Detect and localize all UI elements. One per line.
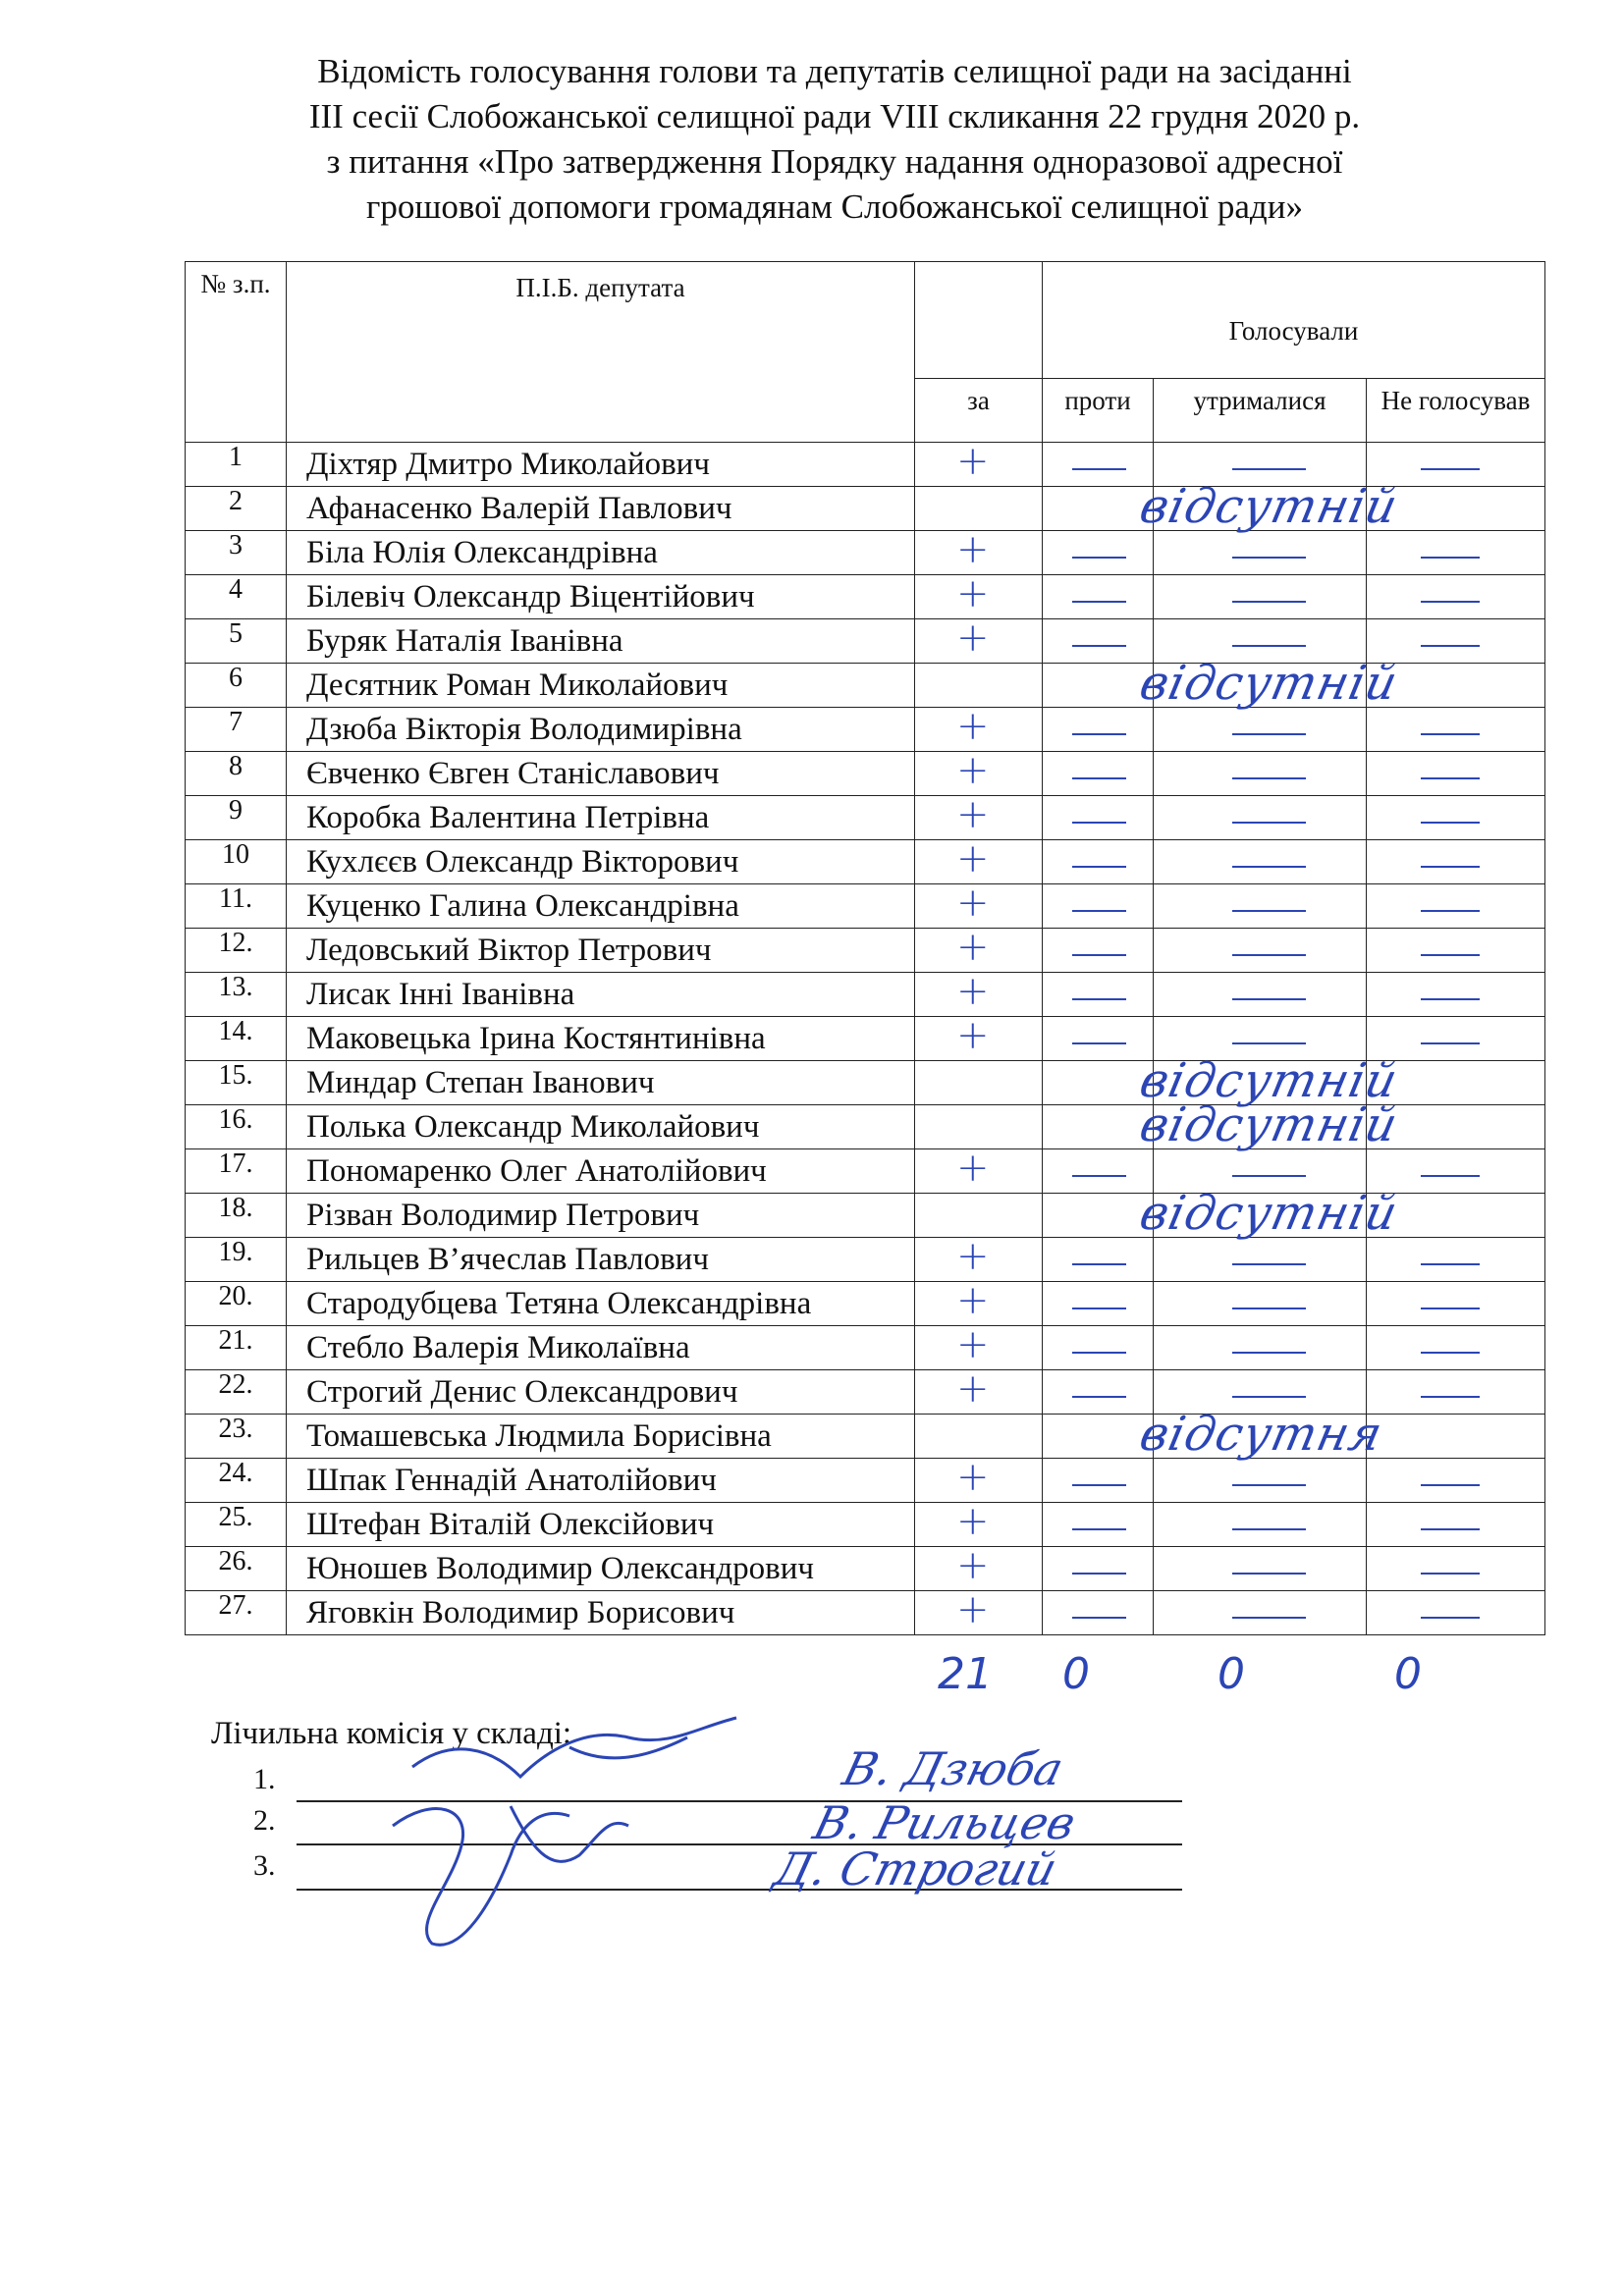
vote-mark: +	[956, 1455, 990, 1500]
dash-mark	[1421, 1396, 1480, 1398]
vote-for-cell	[915, 1013, 1043, 1061]
vote-against-cell	[1043, 752, 1154, 796]
vote-not-voted-cell	[1367, 1194, 1545, 1238]
dash-mark	[1232, 1528, 1306, 1530]
row-number: 12.	[186, 929, 287, 973]
dash-mark	[1421, 645, 1480, 647]
deputy-name: Строгий Денис Олександрович	[287, 1370, 915, 1415]
row-number: 8	[186, 752, 287, 796]
vote-against-cell	[1043, 708, 1154, 752]
vote-for-cell	[915, 925, 1043, 973]
dash-mark	[1421, 998, 1480, 1000]
vote-for-cell	[915, 664, 1043, 708]
vote-mark: +	[956, 925, 990, 970]
vote-abstained-cell	[1154, 973, 1367, 1017]
vote-mark: +	[956, 1587, 990, 1632]
vote-mark: +	[956, 1322, 990, 1367]
absent-mark: відсутній	[1135, 1097, 1403, 1152]
row-number: 4	[186, 575, 287, 619]
vote-abstained-cell	[1154, 840, 1367, 884]
signature-name: В. Дзюба	[838, 1742, 1069, 1795]
vote-for-cell	[915, 881, 1043, 929]
vote-mark: +	[956, 969, 990, 1014]
vote-for-cell	[915, 571, 1043, 619]
dash-mark	[1421, 557, 1480, 559]
vote-for-cell	[915, 792, 1043, 840]
vote-abstained-cell	[1154, 1591, 1367, 1635]
dash-mark	[1072, 1352, 1126, 1354]
row-number: 25.	[186, 1503, 287, 1547]
vote-abstained-cell	[1154, 1238, 1367, 1282]
header-for: за	[915, 379, 1043, 443]
vote-for-cell	[915, 1499, 1043, 1547]
dash-mark	[1072, 1175, 1126, 1177]
vote-abstained-cell	[1154, 1282, 1367, 1326]
dash-mark	[1421, 1617, 1480, 1619]
vote-mark: +	[956, 527, 990, 572]
vote-abstained-cell	[1154, 1194, 1367, 1238]
dash-mark	[1072, 777, 1126, 779]
row-number: 1	[186, 443, 287, 487]
vote-against-cell	[1043, 796, 1154, 840]
dash-mark	[1072, 1484, 1126, 1486]
row-number: 23.	[186, 1415, 287, 1459]
table-row	[186, 1194, 1545, 1238]
vote-abstained-cell	[1154, 1547, 1367, 1591]
table-row	[186, 929, 1545, 973]
dash-mark	[1232, 777, 1306, 779]
deputy-name: Буряк Наталія Іванівна	[287, 619, 915, 664]
table-row	[186, 664, 1545, 708]
deputy-name: Дзюба Вікторія Володимирівна	[287, 708, 915, 752]
vote-abstained-cell	[1154, 1105, 1367, 1149]
vote-against-cell	[1043, 1053, 1403, 1108]
vote-not-voted-cell	[1367, 1238, 1545, 1282]
vote-abstained-cell	[1154, 531, 1367, 575]
vote-abstained-cell	[1154, 575, 1367, 619]
row-number: 16.	[186, 1105, 287, 1149]
vote-against-cell	[1043, 1503, 1154, 1547]
table-row	[186, 884, 1545, 929]
header-number: № з.п.	[186, 262, 287, 443]
deputy-name: Рильцев В’ячеслав Павлович	[287, 1238, 915, 1282]
deputy-name: Полька Олександр Миколайович	[287, 1105, 915, 1149]
vote-mark: +	[956, 1366, 990, 1412]
vote-not-voted-cell	[1367, 1503, 1545, 1547]
vote-mark: +	[956, 1499, 990, 1544]
deputy-name: Коробка Валентина Петрівна	[287, 796, 915, 840]
header-against: проти	[1043, 379, 1154, 443]
dash-mark	[1232, 1396, 1306, 1398]
dash-mark	[1232, 998, 1306, 1000]
row-number: 17.	[186, 1149, 287, 1194]
dash-mark	[1232, 822, 1306, 824]
vote-against-cell	[1043, 973, 1154, 1017]
table-row	[186, 1547, 1545, 1591]
vote-not-voted-cell	[1367, 1591, 1545, 1635]
dash-mark	[1072, 998, 1126, 1000]
dash-mark	[1072, 468, 1126, 470]
absent-mark: відсутній	[1135, 1053, 1403, 1108]
row-number: 14.	[186, 1017, 287, 1061]
row-number: 18.	[186, 1194, 287, 1238]
dash-mark	[1421, 1263, 1480, 1265]
vote-for-cell	[915, 615, 1043, 664]
row-number: 24.	[186, 1459, 287, 1503]
deputy-name: Штефан Віталій Олексійович	[287, 1503, 915, 1547]
dash-mark	[1232, 733, 1306, 735]
deputy-name: Біла Юлія Олександрівна	[287, 531, 915, 575]
absent-mark: відсутній	[1135, 1186, 1403, 1241]
vote-for-cell	[915, 487, 1043, 531]
vote-abstained-cell	[1154, 1326, 1367, 1370]
vote-for-cell	[915, 1146, 1043, 1194]
title-line: грошової допомоги громадянам Слобожанської селищної ради»	[366, 187, 1303, 226]
table-row	[186, 708, 1545, 752]
vote-for-cell	[915, 527, 1043, 575]
vote-against-cell	[1043, 443, 1154, 487]
dash-mark	[1421, 1175, 1480, 1177]
vote-abstained-cell	[1154, 1459, 1367, 1503]
row-number: 26.	[186, 1547, 287, 1591]
header-group-spacer	[915, 262, 1043, 379]
dash-mark	[1072, 1573, 1126, 1575]
deputy-name: Лисак Інні Іванівна	[287, 973, 915, 1017]
vote-against-cell	[1043, 531, 1154, 575]
signature-name: Д. Строгий	[769, 1842, 1062, 1896]
vote-not-voted-cell	[1367, 840, 1545, 884]
vote-against-cell	[1043, 1370, 1154, 1415]
dash-mark	[1421, 1484, 1480, 1486]
dash-mark	[1421, 601, 1480, 603]
vote-against-cell	[1043, 840, 1154, 884]
vote-against-cell	[1043, 1591, 1154, 1635]
dash-mark	[1232, 910, 1306, 912]
table-row	[186, 487, 1545, 531]
vote-abstained-cell	[1154, 884, 1367, 929]
table-row	[186, 1591, 1545, 1635]
vote-against-cell	[1043, 656, 1403, 711]
vote-not-voted-cell	[1367, 1459, 1545, 1503]
dash-mark	[1421, 1308, 1480, 1309]
row-number: 3	[186, 531, 287, 575]
commission-member-number: 1.	[253, 1763, 276, 1795]
total-against: 0	[1062, 1649, 1090, 1699]
vote-mark: +	[956, 1013, 990, 1058]
dash-mark	[1232, 1175, 1306, 1177]
vote-for-cell	[915, 1194, 1043, 1238]
dash-mark	[1072, 1617, 1126, 1619]
vote-mark: +	[956, 1278, 990, 1323]
row-number: 5	[186, 619, 287, 664]
deputy-name: Миндар Степан Іванович	[287, 1061, 915, 1105]
dash-mark	[1232, 1352, 1306, 1354]
commission-member-number: 3.	[253, 1849, 276, 1882]
deputy-name: Юношев Володимир Олександрович	[287, 1547, 915, 1591]
vote-against-cell	[1043, 1407, 1388, 1462]
dash-mark	[1421, 733, 1480, 735]
vote-abstained-cell	[1154, 664, 1367, 708]
vote-not-voted-cell	[1367, 1105, 1545, 1149]
vote-against-cell	[1043, 1017, 1154, 1061]
header-name: П.І.Б. депутата	[287, 262, 915, 443]
deputy-name: Десятник Роман Миколайович	[287, 664, 915, 708]
deputy-name: Яговкін Володимир Борисович	[287, 1591, 915, 1635]
vote-not-voted-cell	[1367, 796, 1545, 840]
vote-for-cell	[915, 969, 1043, 1017]
vote-for-cell	[915, 1234, 1043, 1282]
dash-mark	[1421, 468, 1480, 470]
deputy-name: Афанасенко Валерій Павлович	[287, 487, 915, 531]
dash-mark	[1072, 557, 1126, 559]
row-number: 15.	[186, 1061, 287, 1105]
vote-abstained-cell	[1154, 487, 1367, 531]
table-row	[186, 1503, 1545, 1547]
dash-mark	[1421, 954, 1480, 956]
vote-abstained-cell	[1154, 1415, 1367, 1459]
row-number: 10	[186, 840, 287, 884]
vote-not-voted-cell	[1367, 973, 1545, 1017]
table-row	[186, 796, 1545, 840]
vote-against-cell	[1043, 884, 1154, 929]
dash-mark	[1072, 1308, 1126, 1309]
dash-mark	[1072, 601, 1126, 603]
deputy-name: Різван Володимир Петрович	[287, 1194, 915, 1238]
vote-against-cell	[1043, 575, 1154, 619]
vote-abstained-cell	[1154, 796, 1367, 840]
dash-mark	[1232, 1042, 1306, 1044]
signature-name: В. Рильцев	[808, 1796, 1081, 1849]
deputy-name: Ледовський Віктор Петрович	[287, 929, 915, 973]
title-line: Відомість голосування голови та депутатів селищної ради на засіданні	[317, 52, 1352, 90]
dash-mark	[1421, 866, 1480, 868]
table-row	[186, 575, 1545, 619]
dash-mark	[1072, 910, 1126, 912]
vote-against-cell	[1043, 1097, 1403, 1152]
vote-abstained-cell	[1154, 1503, 1367, 1547]
vote-mark: +	[956, 704, 990, 749]
vote-against-cell	[1043, 929, 1154, 973]
deputy-name: Шпак Геннадій Анатолійович	[287, 1459, 915, 1503]
vote-mark: +	[956, 792, 990, 837]
vote-for-cell	[915, 836, 1043, 884]
absent-mark: відсутній	[1135, 656, 1403, 711]
row-number: 11.	[186, 884, 287, 929]
vote-mark: +	[956, 1146, 990, 1191]
vote-for-cell	[915, 1105, 1043, 1149]
dash-mark	[1232, 468, 1306, 470]
vote-mark: +	[956, 881, 990, 926]
vote-against-cell	[1043, 1459, 1154, 1503]
dash-mark	[1072, 733, 1126, 735]
vote-not-voted-cell	[1367, 929, 1545, 973]
total-abstained: 0	[1218, 1649, 1245, 1699]
vote-against-cell	[1043, 619, 1154, 664]
vote-against-cell	[1043, 479, 1403, 534]
voting-table	[185, 261, 1545, 1635]
table-row	[186, 1105, 1545, 1149]
dash-mark	[1072, 1042, 1126, 1044]
vote-for-cell	[915, 1455, 1043, 1503]
row-number: 21.	[186, 1326, 287, 1370]
vote-for-cell	[915, 1587, 1043, 1635]
vote-for-cell	[915, 1278, 1043, 1326]
table-row	[186, 1238, 1545, 1282]
row-number: 2	[186, 487, 287, 531]
deputy-name: Стебло Валерія Миколаївна	[287, 1326, 915, 1370]
dash-mark	[1421, 1528, 1480, 1530]
header-not-voted: Не голосував	[1367, 379, 1545, 443]
vote-against-cell	[1043, 1326, 1154, 1370]
vote-against-cell	[1043, 1186, 1403, 1241]
vote-against-cell	[1043, 1282, 1154, 1326]
row-number: 7	[186, 708, 287, 752]
dash-mark	[1421, 777, 1480, 779]
table-row	[186, 1415, 1545, 1459]
counting-commission-label: Лічильна комісія у складі:	[211, 1716, 572, 1751]
vote-abstained-cell	[1154, 708, 1367, 752]
vote-not-voted-cell	[1367, 1326, 1545, 1370]
deputy-name: Кухлєєв Олександр Вікторович	[287, 840, 915, 884]
vote-abstained-cell	[1154, 929, 1367, 973]
dash-mark	[1232, 1617, 1306, 1619]
header-voted: Голосували	[1043, 262, 1545, 379]
vote-mark: +	[956, 615, 990, 661]
row-number: 9	[186, 796, 287, 840]
row-number: 6	[186, 664, 287, 708]
vote-for-cell	[915, 704, 1043, 752]
vote-against-cell	[1043, 1238, 1154, 1282]
title-line: з питання «Про затвердження Порядку надання одноразової адресної	[326, 142, 1343, 181]
dash-mark	[1072, 1263, 1126, 1265]
dash-mark	[1232, 1573, 1306, 1575]
dash-mark	[1232, 601, 1306, 603]
total-for: 21	[938, 1649, 993, 1699]
table-row	[186, 1459, 1545, 1503]
deputy-name: Куценко Галина Олександрівна	[287, 884, 915, 929]
table-row	[186, 1282, 1545, 1326]
vote-not-voted-cell	[1367, 664, 1545, 708]
dash-mark	[1072, 645, 1126, 647]
vote-mark: +	[956, 439, 990, 484]
header-abstained: утрималися	[1154, 379, 1367, 443]
vote-against-cell	[1043, 1149, 1154, 1194]
title-line: ІІІ сесії Слобожанської селищної ради VIII скликання 22 грудня 2020 р.	[308, 97, 1361, 135]
deputy-name: Пономаренко Олег Анатолійович	[287, 1149, 915, 1194]
table-row	[186, 973, 1545, 1017]
deputy-name: Євченко Євген Станіславович	[287, 752, 915, 796]
dash-mark	[1232, 1484, 1306, 1486]
deputy-name: Томашевська Людмила Борисівна	[287, 1415, 915, 1459]
dash-mark	[1232, 645, 1306, 647]
dash-mark	[1072, 954, 1126, 956]
dash-mark	[1232, 1263, 1306, 1265]
dash-mark	[1421, 910, 1480, 912]
dash-mark	[1421, 822, 1480, 824]
deputy-name: Стародубцева Тетяна Олександрівна	[287, 1282, 915, 1326]
vote-mark: +	[956, 836, 990, 881]
dash-mark	[1232, 866, 1306, 868]
commission-member-number: 2.	[253, 1804, 276, 1837]
vote-mark: +	[956, 1543, 990, 1588]
vote-for-cell	[915, 1061, 1043, 1105]
vote-not-voted-cell	[1367, 575, 1545, 619]
vote-for-cell	[915, 1415, 1043, 1459]
vote-not-voted-cell	[1367, 708, 1545, 752]
dash-mark	[1421, 1042, 1480, 1044]
row-number: 20.	[186, 1282, 287, 1326]
absent-mark: відсутня	[1135, 1407, 1388, 1462]
vote-for-cell	[915, 1322, 1043, 1370]
row-number: 22.	[186, 1370, 287, 1415]
vote-for-cell	[915, 748, 1043, 796]
vote-mark: +	[956, 748, 990, 793]
vote-for-cell	[915, 1366, 1043, 1415]
vote-not-voted-cell	[1367, 752, 1545, 796]
dash-mark	[1232, 557, 1306, 559]
absent-mark: відсутній	[1135, 479, 1403, 534]
vote-mark: +	[956, 571, 990, 616]
deputy-name: Діхтяр Дмитро Миколайович	[287, 443, 915, 487]
vote-not-voted-cell	[1367, 884, 1545, 929]
dash-mark	[1072, 822, 1126, 824]
dash-mark	[1072, 1396, 1126, 1398]
vote-not-voted-cell	[1367, 1415, 1545, 1459]
document-title	[196, 49, 1473, 230]
vote-abstained-cell	[1154, 752, 1367, 796]
dash-mark	[1072, 1528, 1126, 1530]
deputy-name: Маковецька Ірина Костянтинівна	[287, 1017, 915, 1061]
vote-not-voted-cell	[1367, 1282, 1545, 1326]
dash-mark	[1421, 1352, 1480, 1354]
deputy-name: Білевіч Олександр Віцентійович	[287, 575, 915, 619]
vote-not-voted-cell	[1367, 1370, 1545, 1415]
vote-for-cell	[915, 1543, 1043, 1591]
table-row	[186, 1326, 1545, 1370]
vote-not-voted-cell	[1367, 1547, 1545, 1591]
dash-mark	[1072, 866, 1126, 868]
dash-mark	[1232, 954, 1306, 956]
vote-mark: +	[956, 1234, 990, 1279]
dash-mark	[1421, 1573, 1480, 1575]
vote-against-cell	[1043, 1547, 1154, 1591]
dash-mark	[1232, 1308, 1306, 1309]
row-number: 13.	[186, 973, 287, 1017]
vote-not-voted-cell	[1367, 487, 1545, 531]
row-number: 19.	[186, 1238, 287, 1282]
vote-for-cell	[915, 439, 1043, 487]
vote-not-voted-cell	[1367, 531, 1545, 575]
handwritten-signatures	[373, 1708, 884, 1963]
table-row	[186, 752, 1545, 796]
table-row	[186, 840, 1545, 884]
row-number: 27.	[186, 1591, 287, 1635]
table-row	[186, 531, 1545, 575]
total-not-voted: 0	[1394, 1649, 1422, 1699]
